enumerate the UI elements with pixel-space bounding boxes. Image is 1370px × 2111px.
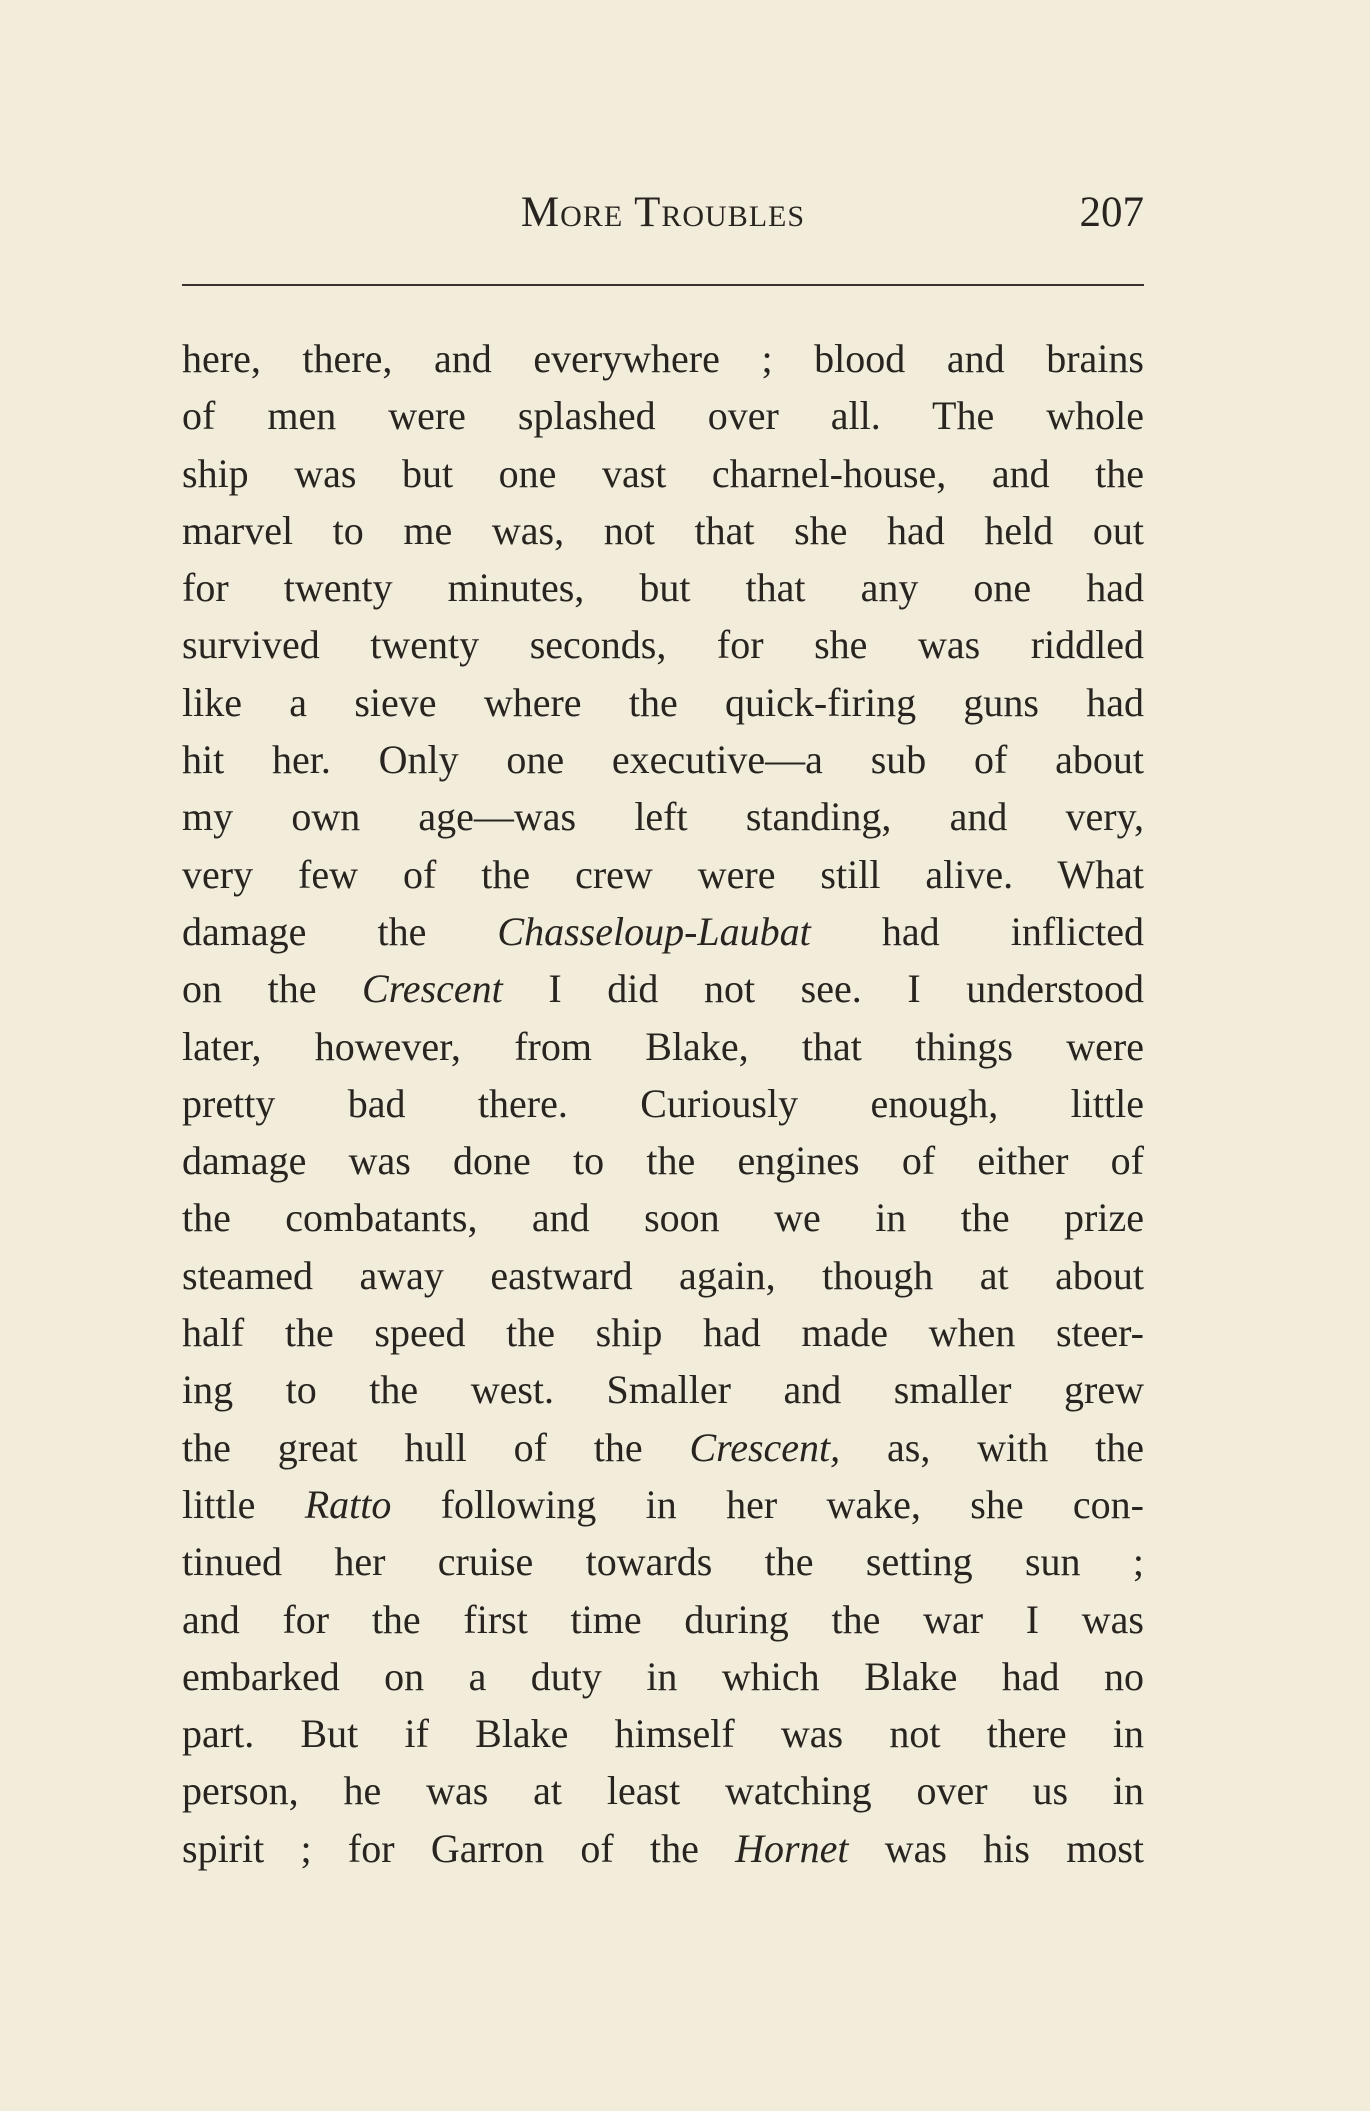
text-segment: tinued her cruise towards the setting sun ; — [182, 1539, 1144, 1585]
text-segment: for twenty minutes, but that any one had — [182, 565, 1144, 611]
text-line — [182, 1132, 1144, 1189]
text-segment: later, however, from Blake, that things were — [182, 1023, 1144, 1069]
text-segment: on the — [182, 966, 363, 1012]
text-segment: damage the — [182, 908, 498, 954]
body-text — [182, 330, 1144, 1877]
text-segment: as, with the — [840, 1424, 1144, 1470]
text-line — [182, 1705, 1144, 1762]
text-segment: damage was done to the engines of either of — [182, 1138, 1144, 1184]
text-line — [182, 960, 1144, 1017]
text-segment: following in her wake, she con- — [391, 1481, 1144, 1527]
text-line — [182, 1762, 1144, 1819]
text-segment: little — [182, 1481, 305, 1527]
text-segment: here, there, and everywhere ; blood and brains — [182, 336, 1144, 381]
text-segment: the combatants, and soon we in the prize — [182, 1195, 1144, 1241]
text-segment: like a sieve where the quick-firing guns had — [182, 679, 1144, 725]
text-line — [182, 903, 1144, 960]
text-segment: ship was but one vast charnel-house, and the — [182, 450, 1144, 496]
text-line — [182, 846, 1144, 903]
text-line — [182, 445, 1144, 502]
text-line — [182, 616, 1144, 673]
text-segment: part. But if Blake himself was not there in — [182, 1711, 1144, 1757]
italic-ship-name: Crescent, — [689, 1424, 841, 1470]
text-segment: very few of the crew were still alive. What — [182, 851, 1144, 897]
text-segment: person, he was at least watching over us in — [182, 1768, 1144, 1814]
italic-ship-name: Crescent — [362, 966, 503, 1012]
text-line — [182, 1304, 1144, 1361]
text-segment: embarked on a duty in which Blake had no — [182, 1653, 1144, 1699]
text-segment: marvel to me was, not that she had held out — [182, 507, 1144, 553]
text-segment: I did not see. I understood — [502, 966, 1144, 1012]
text-line — [182, 1476, 1144, 1533]
text-line — [182, 788, 1144, 845]
text-line — [182, 1419, 1144, 1476]
text-segment: half the speed the ship had made when steer- — [182, 1310, 1144, 1356]
text-line — [182, 1247, 1144, 1304]
text-line — [182, 1648, 1144, 1705]
text-line — [182, 1075, 1144, 1132]
italic-ship-name: Hornet — [735, 1825, 849, 1871]
text-segment: ing to the west. Smaller and smaller grew — [182, 1367, 1144, 1413]
text-line — [182, 1361, 1144, 1418]
text-line — [182, 387, 1144, 444]
text-line — [182, 1591, 1144, 1648]
italic-ship-name: Ratto — [304, 1481, 392, 1527]
text-segment: of men were splashed over all. The whole — [182, 393, 1144, 439]
text-line — [182, 1820, 1144, 1877]
italic-ship-name: Chasseloup-Laubat — [497, 908, 811, 954]
text-line — [182, 1533, 1144, 1590]
text-segment: was his most — [848, 1825, 1144, 1871]
text-segment: and for the first time during the war I was — [182, 1596, 1144, 1642]
text-segment: steamed away eastward again, though at about — [182, 1252, 1144, 1298]
text-segment: had inflicted — [810, 908, 1144, 954]
page-number: 207 — [1079, 189, 1144, 236]
running-head — [182, 183, 1144, 243]
text-line — [182, 330, 1144, 387]
text-line — [182, 674, 1144, 731]
text-segment: my own age—was left standing, and very, — [182, 794, 1144, 840]
text-segment: pretty bad there. Curiously enough, little — [182, 1080, 1144, 1126]
text-line — [182, 502, 1144, 559]
text-segment: hit her. Only one executive—a sub of about — [182, 737, 1144, 783]
text-line — [182, 559, 1144, 616]
text-segment: survived twenty seconds, for she was riddled — [182, 622, 1144, 668]
text-line — [182, 1189, 1144, 1246]
text-segment: spirit ; for Garron of the — [182, 1825, 736, 1871]
text-segment: the great hull of the — [182, 1424, 690, 1470]
text-line — [182, 1018, 1144, 1075]
header-rule — [182, 284, 1144, 286]
running-title: More Troubles — [520, 189, 806, 236]
text-line — [182, 731, 1144, 788]
